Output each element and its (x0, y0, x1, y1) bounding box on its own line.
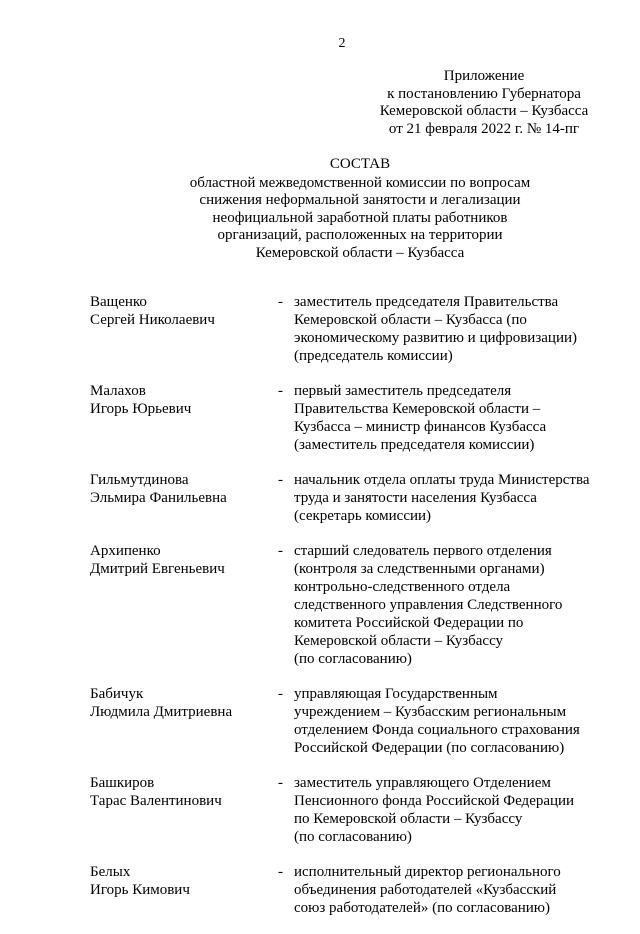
member-role-line: заместитель управляющего Отделением (294, 775, 551, 791)
member-role-line: управляющая Государственным (294, 686, 498, 702)
member-role-line: экономическому развитию и цифровизации) (294, 330, 577, 346)
member-entry (90, 685, 610, 757)
page-number: 2 (338, 36, 346, 51)
member-name-line: Белых (90, 864, 131, 880)
member-name-line: Бабичук (90, 686, 144, 702)
appendix-line: Приложение (443, 68, 525, 84)
appendix-header (374, 68, 594, 138)
member-name-line: Ващенко (90, 294, 147, 310)
member-entry (90, 293, 610, 365)
member-role-line: Кемеровской области – Кузбассу (294, 633, 504, 649)
member-name-line: Эльмира Фанильевна (90, 490, 227, 506)
member-role-line: отделением Фонда социального страхования (294, 722, 580, 738)
member-entry (90, 863, 610, 917)
appendix-line: к постановлению Губернатора (387, 85, 581, 102)
member-role-line: объединения работодателей «Кузбасский (294, 882, 557, 898)
member-name-line: Людмила Дмитриевна (90, 704, 233, 720)
member-dash: - (278, 472, 283, 488)
title-main: СОСТАВ (329, 156, 391, 172)
member-name-line: Тарас Валентинович (90, 793, 222, 809)
member-role-line: первый заместитель председателя (294, 383, 512, 399)
member-role-line: союз работодателей» (по согласованию) (294, 900, 551, 916)
title-line: областной межведомственной комиссии по вопросам (189, 174, 531, 191)
member-name (90, 863, 270, 899)
appendix-line: от 21 февраля 2022 г. № 14-пг (388, 120, 580, 137)
member-role-line: (по согласованию) (294, 651, 412, 667)
member-dash: - (278, 775, 283, 791)
member-role-line: заместитель председателя Правительства (294, 294, 559, 310)
member-role (294, 685, 610, 757)
appendix-line: Кемеровской области – Кузбасса (379, 103, 589, 119)
member-dash: - (278, 864, 283, 880)
member-role-line: старший следователь первого отделения (294, 543, 552, 559)
member-role-line: контрольно-следственного отдела (294, 579, 511, 595)
document-title (150, 156, 570, 262)
member-role (294, 471, 610, 525)
member-name (90, 471, 270, 507)
members-list (90, 293, 610, 934)
member-role-line: труда и занятости населения Кузбасса (294, 490, 537, 506)
member-name (90, 382, 270, 418)
member-role-line: Пенсионного фонда Российской Федерации (294, 793, 575, 809)
title-line: Кемеровской области – Кузбасса (255, 244, 465, 261)
member-dash: - (278, 294, 283, 310)
member-entry (90, 542, 610, 668)
member-name-line: Игорь Кимович (90, 882, 190, 898)
member-role-line: следственного управления Следственного (294, 597, 563, 613)
member-role-line: (заместитель председателя комиссии) (294, 437, 535, 453)
member-role-line: Российской Федерации (по согласованию) (294, 740, 565, 756)
member-role-line: учреждением – Кузбасским региональным (294, 704, 567, 720)
member-entry (90, 471, 610, 525)
member-role (294, 542, 610, 668)
member-role-line: (секретарь комиссии) (294, 508, 432, 524)
member-role (294, 863, 610, 917)
member-role-line: комитета Российской Федерации по (294, 615, 524, 631)
member-role-line: Правительства Кемеровской области – (294, 401, 541, 417)
title-line: организаций, расположенных на территории (217, 227, 503, 243)
member-dash: - (278, 383, 283, 399)
member-role-line: начальник отдела оплаты труда Министерства (294, 472, 590, 488)
member-role (294, 774, 610, 846)
member-role-line: (контроля за следственными органами) (294, 561, 545, 577)
member-name-line: Сергей Николаевич (90, 312, 215, 328)
member-role-line: (председатель комиссии) (294, 348, 453, 364)
title-line: снижения неформальной занятости и легализации (199, 192, 521, 208)
member-role-line: (по согласованию) (294, 829, 412, 845)
member-name (90, 774, 270, 810)
member-name-line: Малахов (90, 383, 146, 399)
member-name-line: Игорь Юрьевич (90, 401, 192, 417)
member-entry (90, 774, 610, 846)
member-role (294, 382, 610, 454)
member-name-line: Башкиров (90, 775, 155, 791)
member-name (90, 293, 270, 329)
member-entry (90, 382, 610, 454)
member-role-line: по Кемеровской области – Кузбассу (294, 811, 523, 827)
member-role-line: исполнительный директор регионального (294, 864, 561, 880)
member-role (294, 293, 610, 365)
member-dash: - (278, 686, 283, 702)
member-name (90, 685, 270, 721)
member-name-line: Архипенко (90, 543, 161, 559)
member-role-line: Кемеровской области – Кузбасса (по (294, 312, 527, 328)
title-line: неофициальной заработной платы работников (212, 209, 508, 226)
member-dash: - (278, 543, 283, 559)
member-name (90, 542, 270, 578)
member-name-line: Дмитрий Евгеньевич (90, 561, 225, 577)
member-role-line: Кузбасса – министр финансов Кузбасса (294, 419, 547, 435)
member-name-line: Гильмутдинова (90, 472, 189, 488)
